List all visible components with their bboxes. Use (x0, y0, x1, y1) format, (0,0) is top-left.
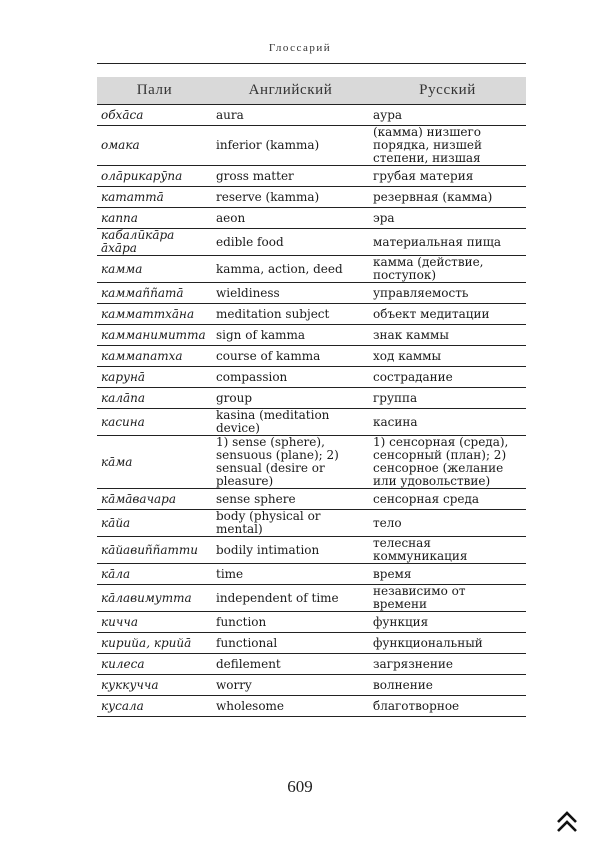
english-term: 1) sense (sphere), sensuous (plane); 2) sensual (desire or pleasure) (212, 436, 369, 489)
column-header-pali: Пали (97, 77, 212, 105)
glossary-table (97, 77, 526, 717)
russian-term: материальная пища (369, 229, 526, 256)
russian-term: загрязнение (369, 654, 526, 675)
russian-term: касина (369, 409, 526, 436)
table-row (97, 229, 526, 256)
english-term: function (212, 612, 369, 633)
running-head: Глоссарий (268, 42, 332, 54)
pali-term: каммапатха (97, 346, 212, 367)
table-row (97, 633, 526, 654)
russian-term: 1) сенсорная (среда), сенсорный (план); 2) сенсорное (желание или удовольствие) (369, 436, 526, 489)
pali-term: килеса (97, 654, 212, 675)
table-row (97, 126, 526, 166)
pali-term: кāма (97, 436, 212, 489)
header-rule (97, 63, 526, 64)
english-term: aura (212, 105, 369, 126)
russian-term: сенсорная среда (369, 489, 526, 510)
english-term: compassion (212, 367, 369, 388)
pali-term: камма (97, 256, 212, 283)
pali-term: кāйавиññатти (97, 537, 212, 564)
pali-term: кирийа, крийā (97, 633, 212, 654)
column-header-russian: Русский (369, 77, 526, 105)
english-term: functional (212, 633, 369, 654)
english-term: group (212, 388, 369, 409)
page-number: 609 (287, 777, 313, 796)
pali-term: калāпа (97, 388, 212, 409)
pali-term: куккучча (97, 675, 212, 696)
russian-term: телесная коммуникация (369, 537, 526, 564)
english-term: inferior (kamma) (212, 126, 369, 166)
table-row (97, 696, 526, 717)
russian-term: управляемость (369, 283, 526, 304)
russian-term: грубая материя (369, 166, 526, 187)
pali-term: омака (97, 126, 212, 166)
pali-term: олāрикарӯпа (97, 166, 212, 187)
russian-term: время (369, 564, 526, 585)
english-term: independent of time (212, 585, 369, 612)
english-term: wieldiness (212, 283, 369, 304)
table-row (97, 105, 526, 126)
table-row (97, 166, 526, 187)
table-row (97, 489, 526, 510)
double-chevron-up-icon[interactable] (556, 810, 578, 834)
russian-term: объект медитации (369, 304, 526, 325)
table-row (97, 304, 526, 325)
english-term: time (212, 564, 369, 585)
table-row (97, 436, 526, 489)
russian-term: аура (369, 105, 526, 126)
table-row (97, 187, 526, 208)
pali-term: кусала (97, 696, 212, 717)
russian-term: независимо от времени (369, 585, 526, 612)
table-header-row (97, 77, 526, 105)
russian-term: функция (369, 612, 526, 633)
russian-term: (камма) низшего порядка, низшей степени, низшая (369, 126, 526, 166)
english-term: aeon (212, 208, 369, 229)
english-term: defilement (212, 654, 369, 675)
pali-term: кāмāвачара (97, 489, 212, 510)
english-term: worry (212, 675, 369, 696)
pali-term: карунā (97, 367, 212, 388)
table-row (97, 537, 526, 564)
russian-term: резервная (камма) (369, 187, 526, 208)
column-header-english: Английский (212, 77, 369, 105)
table-row (97, 654, 526, 675)
table-row (97, 367, 526, 388)
pali-term: касина (97, 409, 212, 436)
table-row (97, 409, 526, 436)
table-row (97, 564, 526, 585)
table-row (97, 208, 526, 229)
table-row (97, 675, 526, 696)
table-row (97, 388, 526, 409)
english-term: meditation subject (212, 304, 369, 325)
russian-term: эра (369, 208, 526, 229)
english-term: sense sphere (212, 489, 369, 510)
russian-term: функциональный (369, 633, 526, 654)
russian-term: ход каммы (369, 346, 526, 367)
russian-term: знак каммы (369, 325, 526, 346)
pali-term: каммаññатā (97, 283, 212, 304)
english-term: body (physical or mental) (212, 510, 369, 537)
russian-term: волнение (369, 675, 526, 696)
russian-term: тело (369, 510, 526, 537)
russian-term: группа (369, 388, 526, 409)
pali-term: обхāса (97, 105, 212, 126)
table-row (97, 325, 526, 346)
pali-term: кататтā (97, 187, 212, 208)
english-term: kamma, action, deed (212, 256, 369, 283)
pali-term: кабалӣкāра āхāра (97, 229, 212, 256)
english-term: course of kamma (212, 346, 369, 367)
table-row (97, 283, 526, 304)
table-row (97, 346, 526, 367)
russian-term: сострадание (369, 367, 526, 388)
english-term: sign of kamma (212, 325, 369, 346)
pali-term: камматтхāна (97, 304, 212, 325)
pali-term: кāла (97, 564, 212, 585)
table-row (97, 256, 526, 283)
english-term: edible food (212, 229, 369, 256)
english-term: wholesome (212, 696, 369, 717)
pali-term: камманимитта (97, 325, 212, 346)
english-term: reserve (kamma) (212, 187, 369, 208)
table-row (97, 510, 526, 537)
english-term: gross matter (212, 166, 369, 187)
pali-term: кичча (97, 612, 212, 633)
table-row (97, 612, 526, 633)
pali-term: кāйа (97, 510, 212, 537)
pali-term: каппа (97, 208, 212, 229)
russian-term: камма (действие, поступок) (369, 256, 526, 283)
pali-term: кāлавимутта (97, 585, 212, 612)
russian-term: благотворное (369, 696, 526, 717)
table-row (97, 585, 526, 612)
english-term: kasina (meditation device) (212, 409, 369, 436)
english-term: bodily intimation (212, 537, 369, 564)
